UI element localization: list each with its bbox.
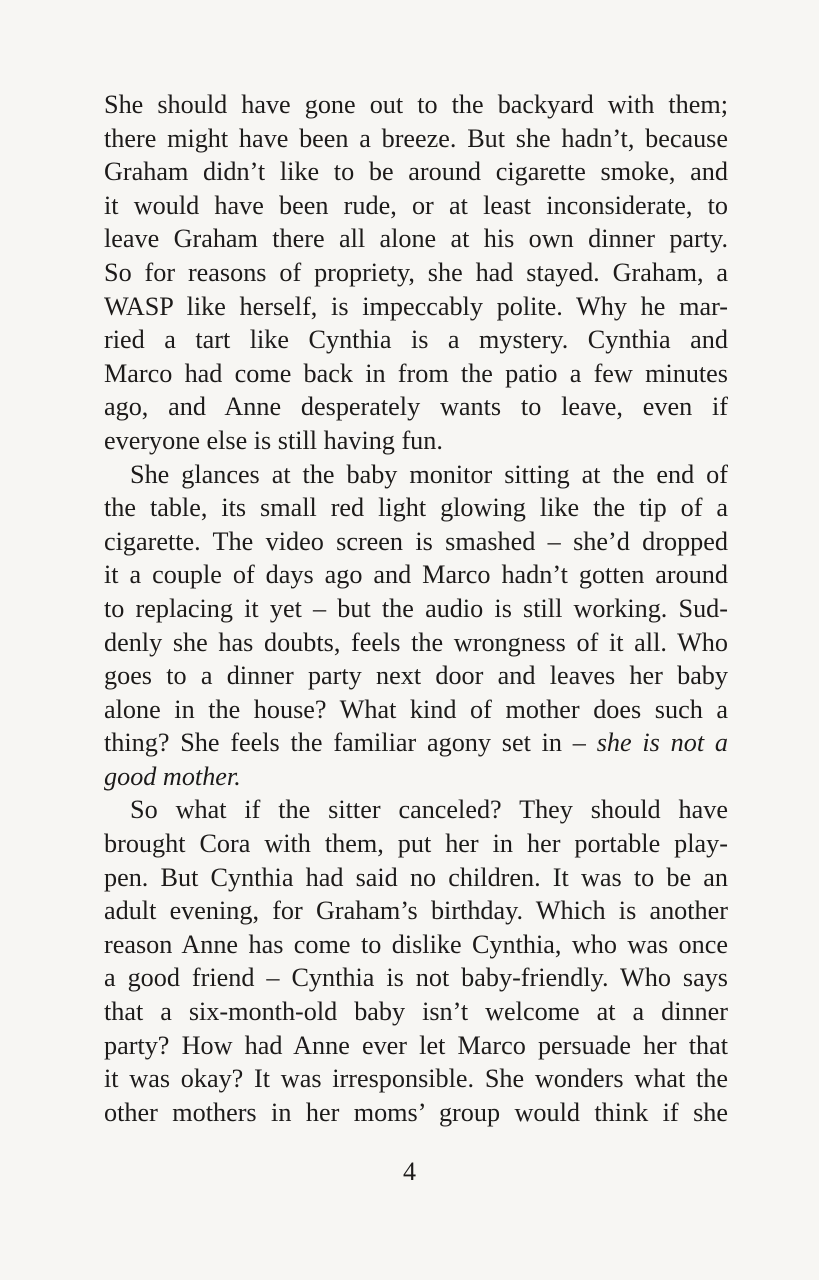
text-line — [104, 1062, 728, 1096]
italic-text: she is not a — [596, 728, 728, 758]
text-line — [104, 659, 728, 693]
text-line-content: Graham didn’t like to be around cigarette smoke, and — [104, 157, 728, 187]
text-line-content: it would have been rude, or at least inconsiderate, to — [104, 190, 728, 220]
text-line-content: adult evening, for Graham’s birthday. Which is another — [104, 896, 728, 926]
text-line-content: So what if the sitter canceled? They should have — [130, 795, 728, 825]
text-line — [104, 458, 728, 492]
text-line-content: it was okay? It was irresponsible. She wonders what the — [104, 1064, 728, 1094]
page-number: 4 — [403, 1157, 416, 1186]
text-line — [104, 88, 728, 122]
text-line-content: a good friend – Cynthia is not baby-friendly. Who says — [104, 963, 728, 993]
text-line — [104, 491, 728, 525]
text-line-content: it a couple of days ago and Marco hadn’t gotten around — [104, 560, 728, 590]
text-line — [104, 894, 728, 928]
text-line — [104, 592, 728, 626]
text-line — [104, 760, 728, 794]
text-line — [104, 861, 728, 895]
text-line — [104, 525, 728, 559]
text-line-content: denly she has doubts, feels the wrongness of it all. Who — [104, 627, 728, 657]
text-line — [104, 558, 728, 592]
text-line-content: pen. But Cynthia had said no children. It was to be an — [104, 862, 728, 892]
text-line — [104, 290, 728, 324]
text-line — [104, 626, 728, 660]
text-line-content: So for reasons of propriety, she had stayed. Graham, a — [104, 257, 728, 287]
text-line-content: goes to a dinner party next door and leaves her baby — [104, 661, 728, 691]
paragraph-3 — [104, 793, 728, 1129]
text-line — [104, 357, 728, 391]
text-line-content: to replacing it yet – but the audio is still working. Sud- — [104, 593, 728, 623]
text-line-content: thing? She feels the familiar agony set in – — [104, 728, 586, 758]
text-line — [104, 928, 728, 962]
text-line — [104, 995, 728, 1029]
text-line — [104, 323, 728, 357]
text-line — [104, 155, 728, 189]
text-line-content: the table, its small red light glowing like the tip of a — [104, 493, 728, 523]
text-line-content: ago, and Anne desperately wants to leave, even if — [104, 392, 728, 422]
text-line-content: other mothers in her moms’ group would think if she — [104, 1097, 728, 1127]
text-line — [104, 189, 728, 223]
text-line-content: She glances at the baby monitor sitting at the end of — [130, 459, 728, 489]
text-line-content: party? How had Anne ever let Marco persuade her that — [104, 1030, 728, 1060]
text-line-content: that a six-month-old baby isn’t welcome at a dinner — [104, 997, 728, 1027]
text-line-content: Marco had come back in from the patio a few minutes — [104, 358, 728, 388]
text-line — [104, 222, 728, 256]
text-line — [104, 390, 728, 424]
text-line — [104, 256, 728, 290]
text-line-content: cigarette. The video screen is smashed – she’d dropped — [104, 526, 728, 556]
text-line-content: brought Cora with them, put her in her portable play- — [104, 829, 728, 859]
text-line — [104, 122, 728, 156]
text-line — [104, 726, 728, 760]
text-line-content: leave Graham there all alone at his own dinner party. — [104, 224, 728, 254]
body-text — [104, 88, 728, 1129]
paragraph-1 — [104, 88, 728, 458]
italic-text: good mother. — [104, 761, 241, 791]
text-line — [104, 827, 728, 861]
paragraph-2 — [104, 458, 728, 794]
text-line-content: reason Anne has come to dislike Cynthia, who was once — [104, 929, 728, 959]
text-line-content: She should have gone out to the backyard with them; — [104, 90, 728, 119]
text-line-content: WASP like herself, is impeccably polite. Why he mar- — [104, 291, 728, 321]
text-line-content: ried a tart like Cynthia is a mystery. Cynthia and — [104, 325, 728, 355]
text-line — [104, 961, 728, 995]
text-line-content: everyone else is still having fun. — [104, 425, 443, 455]
text-line — [104, 693, 728, 727]
text-line-content: alone in the house? What kind of mother does such a — [104, 694, 728, 724]
text-line — [104, 424, 728, 458]
text-line — [104, 1096, 728, 1130]
text-line — [104, 793, 728, 827]
text-line-content: there might have been a breeze. But she hadn’t, because — [104, 123, 728, 153]
text-line — [104, 1029, 728, 1063]
